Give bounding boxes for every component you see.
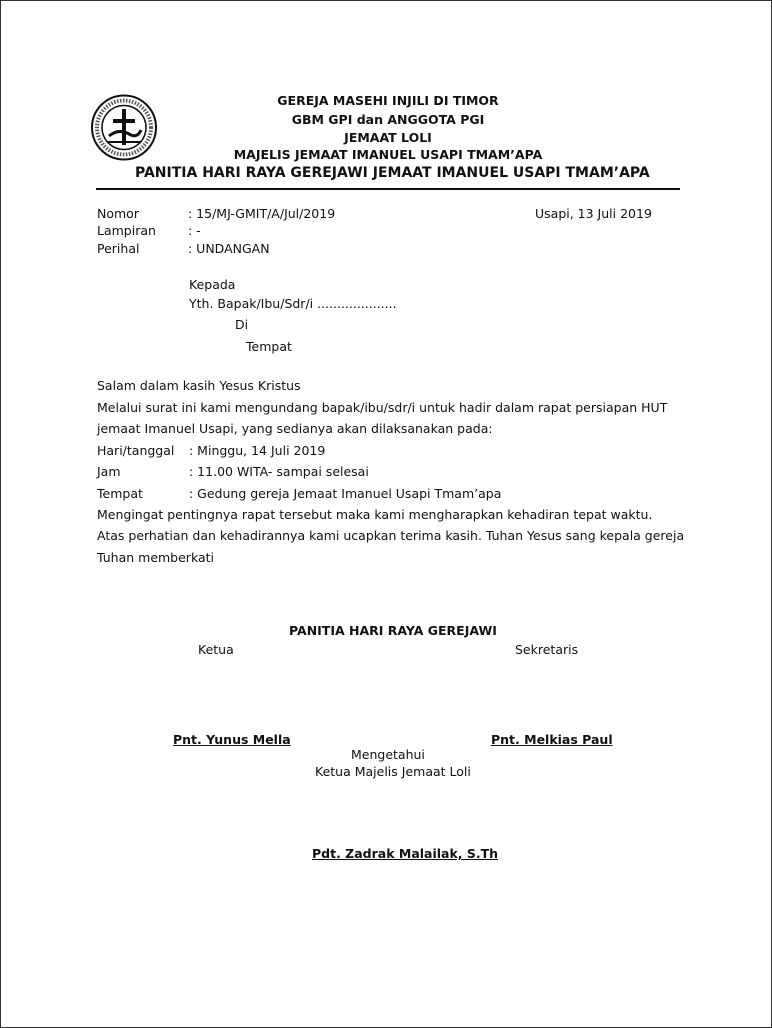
lampiran-value: : - — [188, 223, 201, 238]
mengetahui-label: Mengetahui — [351, 747, 425, 762]
nomor-value: : 15/MJ-GMIT/A/Jul/2019 — [188, 206, 336, 221]
recipient-kepada: Kepada — [189, 277, 236, 292]
letterhead-title: PANITIA HARI RAYA GEREJAWI JEMAAT IMANUEL USAPI TMAM’APA — [135, 165, 650, 181]
closing-line-3: Tuhan memberkati — [97, 550, 214, 565]
sekretaris-name: Pnt. Melkias Paul — [491, 732, 613, 747]
tempat-label: Tempat — [97, 486, 143, 501]
sekretaris-label: Sekretaris — [515, 642, 579, 657]
tempat-value: : Gedung gereja Jemaat Imanuel Usapi Tmam’apa — [189, 486, 502, 501]
recipient-tempat: Tempat — [246, 339, 292, 354]
jam-label: Jam — [97, 464, 121, 479]
letterhead-line4: MAJELIS JEMAAT IMANUEL USAPI TMAM’APA — [233, 147, 543, 162]
perihal-value: : UNDANGAN — [188, 241, 270, 256]
letterhead-line3: JEMAAT LOLI — [344, 130, 432, 145]
letterhead-line1: GEREJA MASEHI INJILI DI TIMOR — [277, 93, 499, 108]
jam-value: : 11.00 WITA- sampai selesai — [189, 464, 369, 479]
closing-line-1: Mengingat pentingnya rapat tersebut maka kami mengharapkan kehadiran tepat waktu. — [97, 507, 653, 522]
recipient-yth: Yth. Bapak/Ibu/Sdr/i .................... — [189, 296, 397, 311]
intro-line-2: jemaat Imanuel Usapi, yang sedianya akan dilaksanakan pada: — [97, 421, 493, 436]
greeting: Salam dalam kasih Yesus Kristus — [97, 378, 301, 393]
lampiran-label: Lampiran — [97, 223, 156, 238]
ketua-label: Ketua — [198, 642, 234, 657]
church-seal-logo — [89, 94, 159, 161]
letterhead-divider — [96, 188, 680, 190]
hari-value: : Minggu, 14 Juli 2019 — [189, 443, 326, 458]
recipient-di: Di — [235, 317, 249, 332]
perihal-label: Perihal — [97, 241, 140, 256]
majelis-name: Pdt. Zadrak Malailak, S.Th — [312, 846, 499, 861]
letterhead-line2: GBM GPI dan ANGGOTA PGI — [291, 112, 485, 127]
place-date: Usapi, 13 Juli 2019 — [535, 206, 652, 221]
hari-label: Hari/tanggal — [97, 443, 175, 458]
committee-title: PANITIA HARI RAYA GEREJAWI — [289, 623, 497, 638]
intro-line-1: Melalui surat ini kami mengundang bapak/ibu/sdr/i untuk hadir dalam rapat persiapan HUT — [97, 400, 668, 415]
ketua-name: Pnt. Yunus Mella — [173, 732, 291, 747]
closing-line-2: Atas perhatian dan kehadirannya kami ucapkan terima kasih. Tuhan Yesus sang kepala gereja — [97, 528, 685, 543]
nomor-label: Nomor — [97, 206, 139, 221]
majelis-label: Ketua Majelis Jemaat Loli — [315, 764, 471, 779]
